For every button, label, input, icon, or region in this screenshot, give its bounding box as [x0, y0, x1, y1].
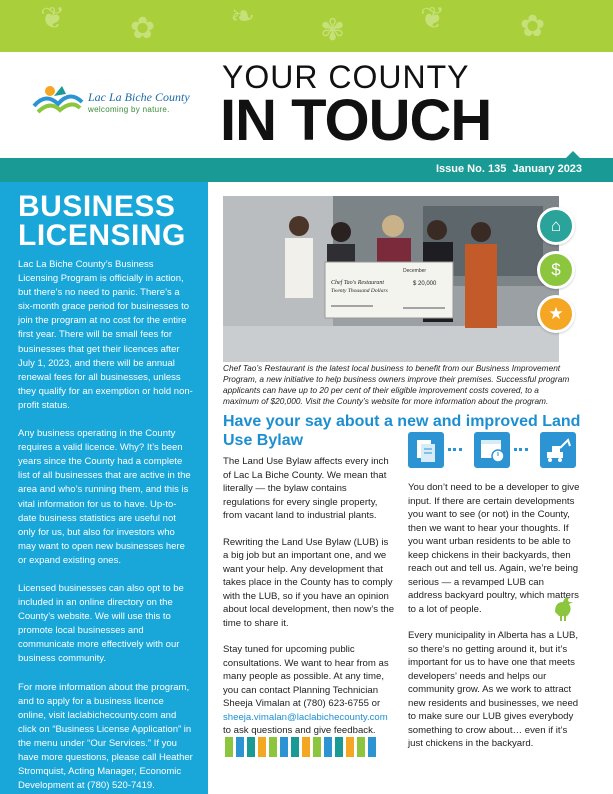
rooster-icon [549, 592, 579, 628]
excavator-icon [540, 432, 576, 468]
issue-number: Issue No. 135 [436, 163, 507, 175]
leaf-pattern: ❧ [230, 0, 256, 33]
newsletter-title-line2: IN TOUCH [220, 88, 492, 153]
person-figure [357, 737, 365, 757]
person-figure [302, 737, 310, 757]
calendar-clock-icon [474, 432, 510, 468]
photo-badges [537, 207, 577, 339]
cheque-payee: Chef Tao's Restaurant [331, 280, 385, 286]
person-figure [313, 737, 321, 757]
person-figure [291, 737, 299, 757]
contact-email-link[interactable]: sheeja.vimalan@laclabichecounty.com [223, 711, 388, 723]
leaf-pattern: ✾ [320, 14, 346, 47]
article-paragraph [223, 643, 395, 738]
photo-caption: Chef Tao’s Restaurant is the latest local business to benefit from our Business Improvement Program, a new initiative to help business owners improve their premises. Successful program applicants can have up to 20 per cent of their eligible improvement costs covered, to a maximum of $20,000. Visit the County’s website for more information about the program. [223, 363, 570, 406]
connector-dots [514, 448, 528, 451]
money-icon: $ [537, 251, 575, 289]
business-licensing-sidebar [0, 182, 208, 794]
logo-tagline: welcoming by nature. [88, 105, 170, 114]
person-figure [324, 737, 332, 757]
article-paragraph: Every municipality in Alberta has a LUB, so there’s no getting around it, but it’s important for us to have one that meets developers’ needs and helps our community grow. As we work to attract new residents and businesses, we need to make sure our LUB gives everybody something to crow about… even if it’s just chickens in the backyard. [408, 630, 579, 749]
person-figure [236, 737, 244, 757]
person-figure [280, 737, 288, 757]
issue-bar [0, 158, 613, 182]
sidebar-paragraph: For more information about the program, and to apply for a business licence online, visit laclabichecounty.com and click on “Business License Application” in the menu under “Our Services.” If you have more questions, please call Heather Stromquist, Acting Manager, Economic Development at (780) 520-7419. [18, 681, 193, 792]
leaf-pattern: ❦ [420, 2, 446, 35]
sidebar-heading [18, 192, 194, 250]
sidebar-heading-line2: LICENSING [18, 219, 186, 252]
article-paragraph: The Land Use Bylaw affects every inch of Lac La Biche County. We mean that literally — the bylaw contains regulations for every single property, from vacant land to industrial plants. [223, 456, 389, 521]
issue-bar-notch [566, 151, 580, 158]
newsletter-title-line1: YOUR COUNTY [222, 59, 470, 95]
svg-text:December: December [403, 268, 427, 274]
masthead [0, 52, 613, 158]
article-paragraph: You don’t need to be a developer to give input. If there are certain developments you want to see (or not) in the County, then we want to hear your thoughts. If you want urban residents to be able to keep chickens in their backyards, then reach out and tell us. Again, we’re being serious — a revamped LUB can address backyard poultry, which matters to a lot of people. [408, 482, 580, 615]
article-paragraph: Rewriting the Land Use Bylaw (LUB) is a big job but an important one, and we want your help. Any development that takes place in the County has to comply with the LUB, so if you have an opinion about local development, then now’s the time to share it. [223, 536, 395, 629]
county-logo [32, 82, 202, 122]
sidebar-paragraph: Licensed businesses can also opt to be included in an online directory on the County’s website. We will use this to promote local businesses and communicate more effectively with our business community. [18, 582, 184, 665]
cheque-presentation-photo [223, 196, 559, 362]
issue-info [436, 163, 582, 175]
person-figure [335, 737, 343, 757]
connector-dots [448, 448, 462, 451]
logo-name: Lac La Biche County [88, 90, 190, 104]
leaf-pattern: ✿ [520, 10, 546, 43]
person-figure [346, 737, 354, 757]
article-headline: Have your say about a new and improved Land Use Bylaw [223, 413, 581, 449]
contact-text-end: to ask questions and give feedback. [223, 725, 376, 736]
cheque-amount-words: Twenty Thousand Dollars [331, 288, 388, 294]
sidebar-paragraph: Any business operating in the County requires a valid licence. Why? It’s been years since the County had a complete list of all businesses that are active in the area and who’s running them, and this is vital information for us to have. Up-to-date business statistics are useful not only for us, but also for investors who may want to open new businesses here or expand existing ones. [18, 428, 191, 566]
star-icon: ★ [537, 295, 575, 333]
issue-date: January 2023 [512, 163, 583, 175]
person-figure [269, 737, 277, 757]
contact-text: Stay tuned for upcoming public consultations. We want to hear from as many people as possible. At any time, you can contact Planning Technician Sheeja Vimalan at (780) 623-6755 or [223, 644, 389, 709]
person-figure [225, 737, 233, 757]
documents-icon [408, 432, 444, 468]
cheque-amount: $ 20,000 [413, 281, 437, 287]
person-figure [368, 737, 376, 757]
storefront-icon: ⌂ [537, 207, 575, 245]
article-column-1 [223, 455, 395, 751]
person-figure [258, 737, 266, 757]
county-logo-icon [32, 82, 84, 122]
sidebar-paragraph: Lac La Biche County’s Business Licensing Program is officially in action, but there’s no need to panic. There’s a six-month grace period for businesses to join the program at no cost for the entire first year. There will be small fees for businesses that get their licences after July 1, 2023, and there will be annual renewal fees for all businesses, unless they qualify for an exemption or hold non-profit status. [18, 259, 193, 411]
leaf-pattern: ✿ [130, 12, 156, 45]
top-decorative-band [0, 0, 613, 52]
leaf-pattern: ❦ [40, 2, 66, 35]
person-figure [247, 737, 255, 757]
sidebar-heading-line1: BUSINESS [18, 190, 176, 223]
people-icon [225, 737, 376, 757]
bylaw-icons [406, 432, 582, 474]
